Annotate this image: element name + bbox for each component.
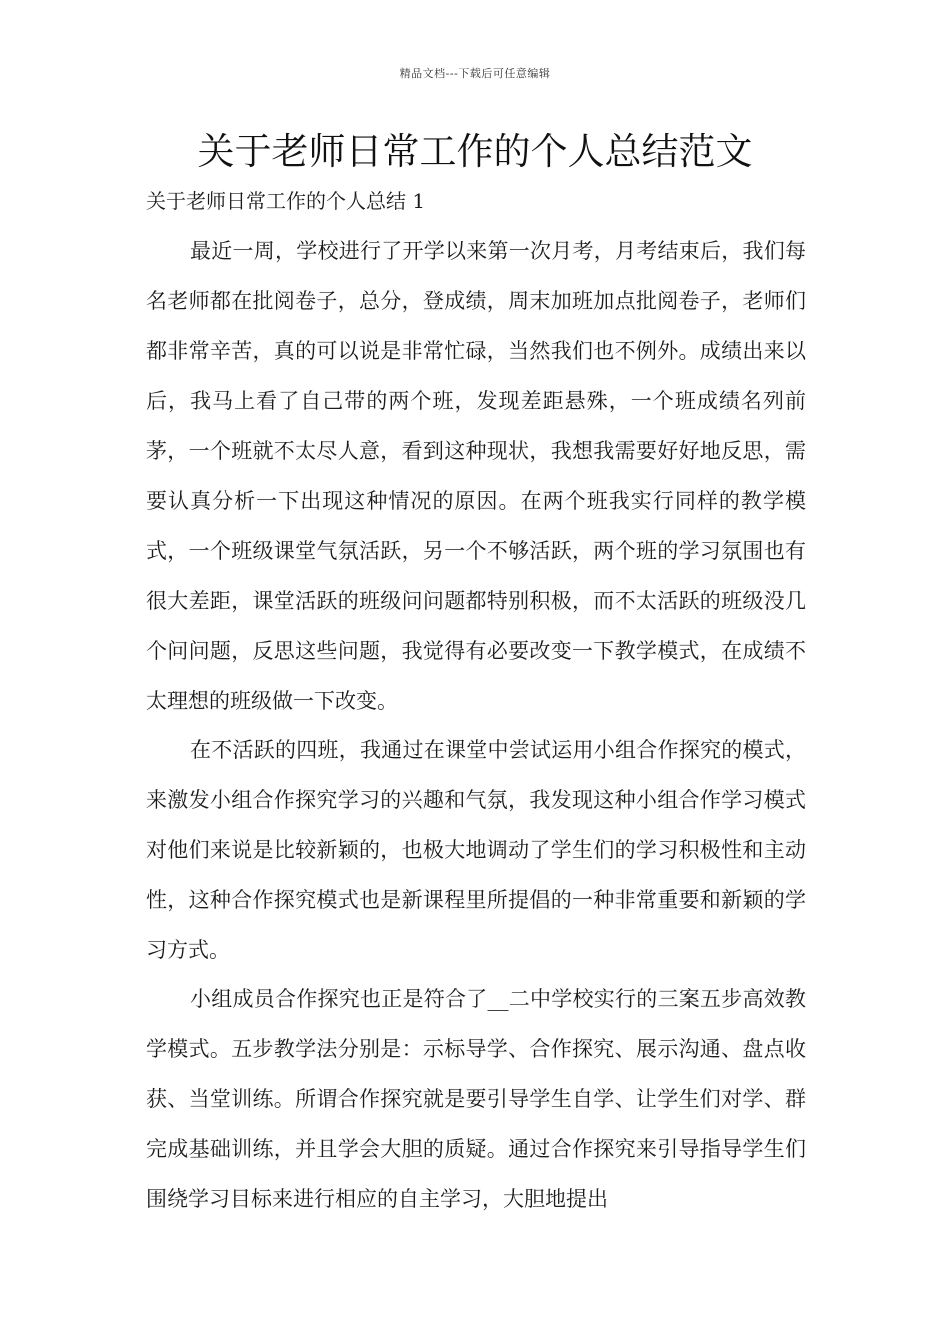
section-subtitle: 关于老师日常工作的个人总结 1 [146, 189, 426, 213]
document-title: 关于老师日常工作的个人总结范文 [197, 130, 753, 173]
body-paragraph: 小组成员合作探究也正是符合了__二中学校实行的三案五步高效教学模式。五步教学法分别是：示标导学、合作探究、展示沟通、盘点收获、当堂训练。所谓合作探究就是要引导学生自学、让学生们对学、群完成基础训练，并且学会大胆的质疑。通过合作探究来引导指导学生们围绕学习目标来进行相应的自主学习，大胆地提出 [146, 987, 806, 1211]
body-paragraph: 在不活跃的四班，我通过在课堂中尝试运用小组合作探究的模式，来激发小组合作探究学习的兴趣和气氛，我发现这种小组合作学习模式对他们来说是比较新颖的，也极大地调动了学生们的学习积极性和主动性，这种合作探究模式也是新课程里所提倡的一种非常重要和新颖的学习方式。 [146, 738, 806, 962]
header-note: 精品文档---下载后可任意编辑 [399, 67, 551, 80]
body-paragraph: 最近一周，学校进行了开学以来第一次月考，月考结束后，我们每名老师都在批阅卷子，总分，登成绩，周末加班加点批阅卷子，老师们都非常辛苦，真的可以说是非常忙碌，当然我们也不例外。成绩出来以后，我马上看了自己带的两个班，发现差距悬殊，一个班成绩名列前茅，一个班就不太尽人意，看到这种现状，我想我需要好好地反思，需要认真分析一下出现这种情况的原因。在两个班我实行同样的教学模式，一个班级课堂气氛活跃，另一个不够活跃，两个班的学习氛围也有很大差距，课堂活跃的班级问问题都特别积极，而不太活跃的班级没几个问问题，反思这些问题，我觉得有必要改变一下教学模式，在成绩不太理想的班级做一下改变。 [146, 239, 806, 713]
